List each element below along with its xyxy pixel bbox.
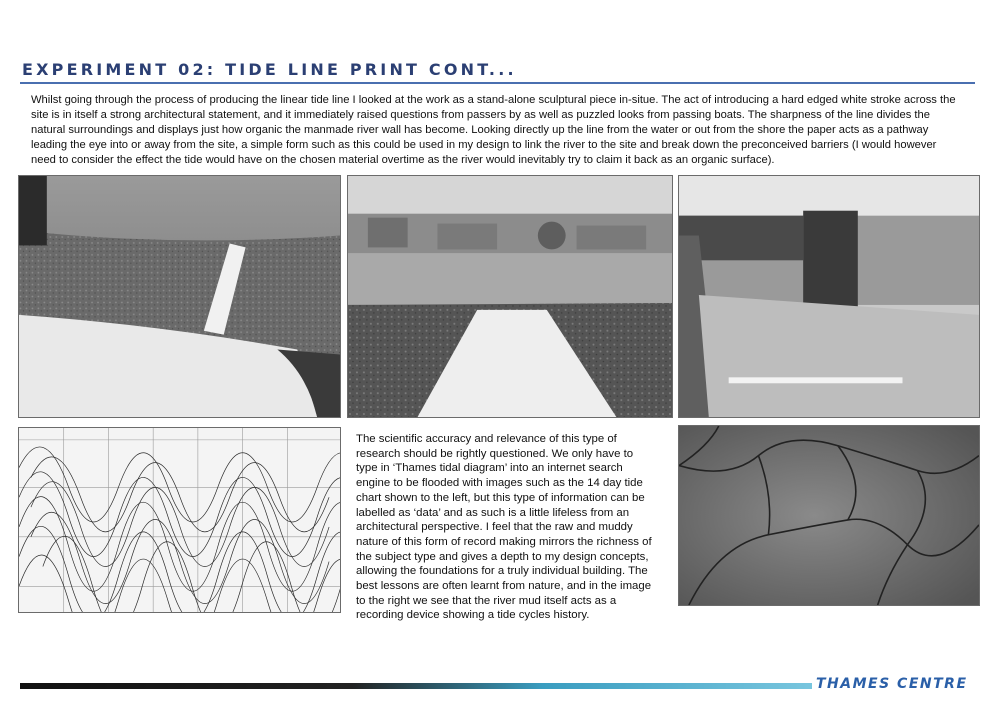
photo-paper-strip-foreshore [18, 175, 341, 418]
thames-centre-logo: THAMES CENTRE [812, 676, 972, 692]
photo-cracked-river-mud [678, 425, 980, 606]
title-underline [20, 82, 975, 84]
page-title: EXPERIMENT 02: TIDE LINE PRINT CONT... [22, 60, 517, 79]
photo-river-wall-jetty [678, 175, 980, 418]
intro-paragraph: Whilst going through the process of producing the linear tide line I looked at the work as a stand-alone sculptural piece in-situe. The act of introducing a hard edged white stroke across the site is in itself a strong architectural statement, and it immediately raised questions from passers by as well as puzzled looks from passing boats. The sharpness of the line divides the natural surroundings and displays just how organic the manmade river wall has become. Looking directly up the line from the water or out from the shore the paper acts as a pathway leading the eye into or away from the site, a simple form such as this could be used in my design to link the river to the site and break down the preconceived barriers (I would however need to consider the effect the tide would have on the chosen material overtime as the river would inevitably try to claim it back as an organic surface). [31, 94, 956, 166]
photo-river-view-line [347, 175, 673, 418]
tide-chart-14-day [18, 427, 341, 613]
research-paragraph: The scientific accuracy and relevance of this type of research should be rightly questioned. We only have to type in ‘Thames tidal diagram’ into an internet search engine to be flooded with images such as the 14 day tide chart shown to the left, but this type of information can be labelled as ‘data’ and as such is a little lifeless from an architectural perspective. I feel that the raw and muddy nature of this form of record making mirrors the richness of the subject type and gives a depth to my design concepts, allowing the foundations for a truly individual building. The best lessons are often learnt from nature, and in the image to the right we see that the river mud itself acts as a recording device showing a tide cycles history. [356, 433, 652, 622]
